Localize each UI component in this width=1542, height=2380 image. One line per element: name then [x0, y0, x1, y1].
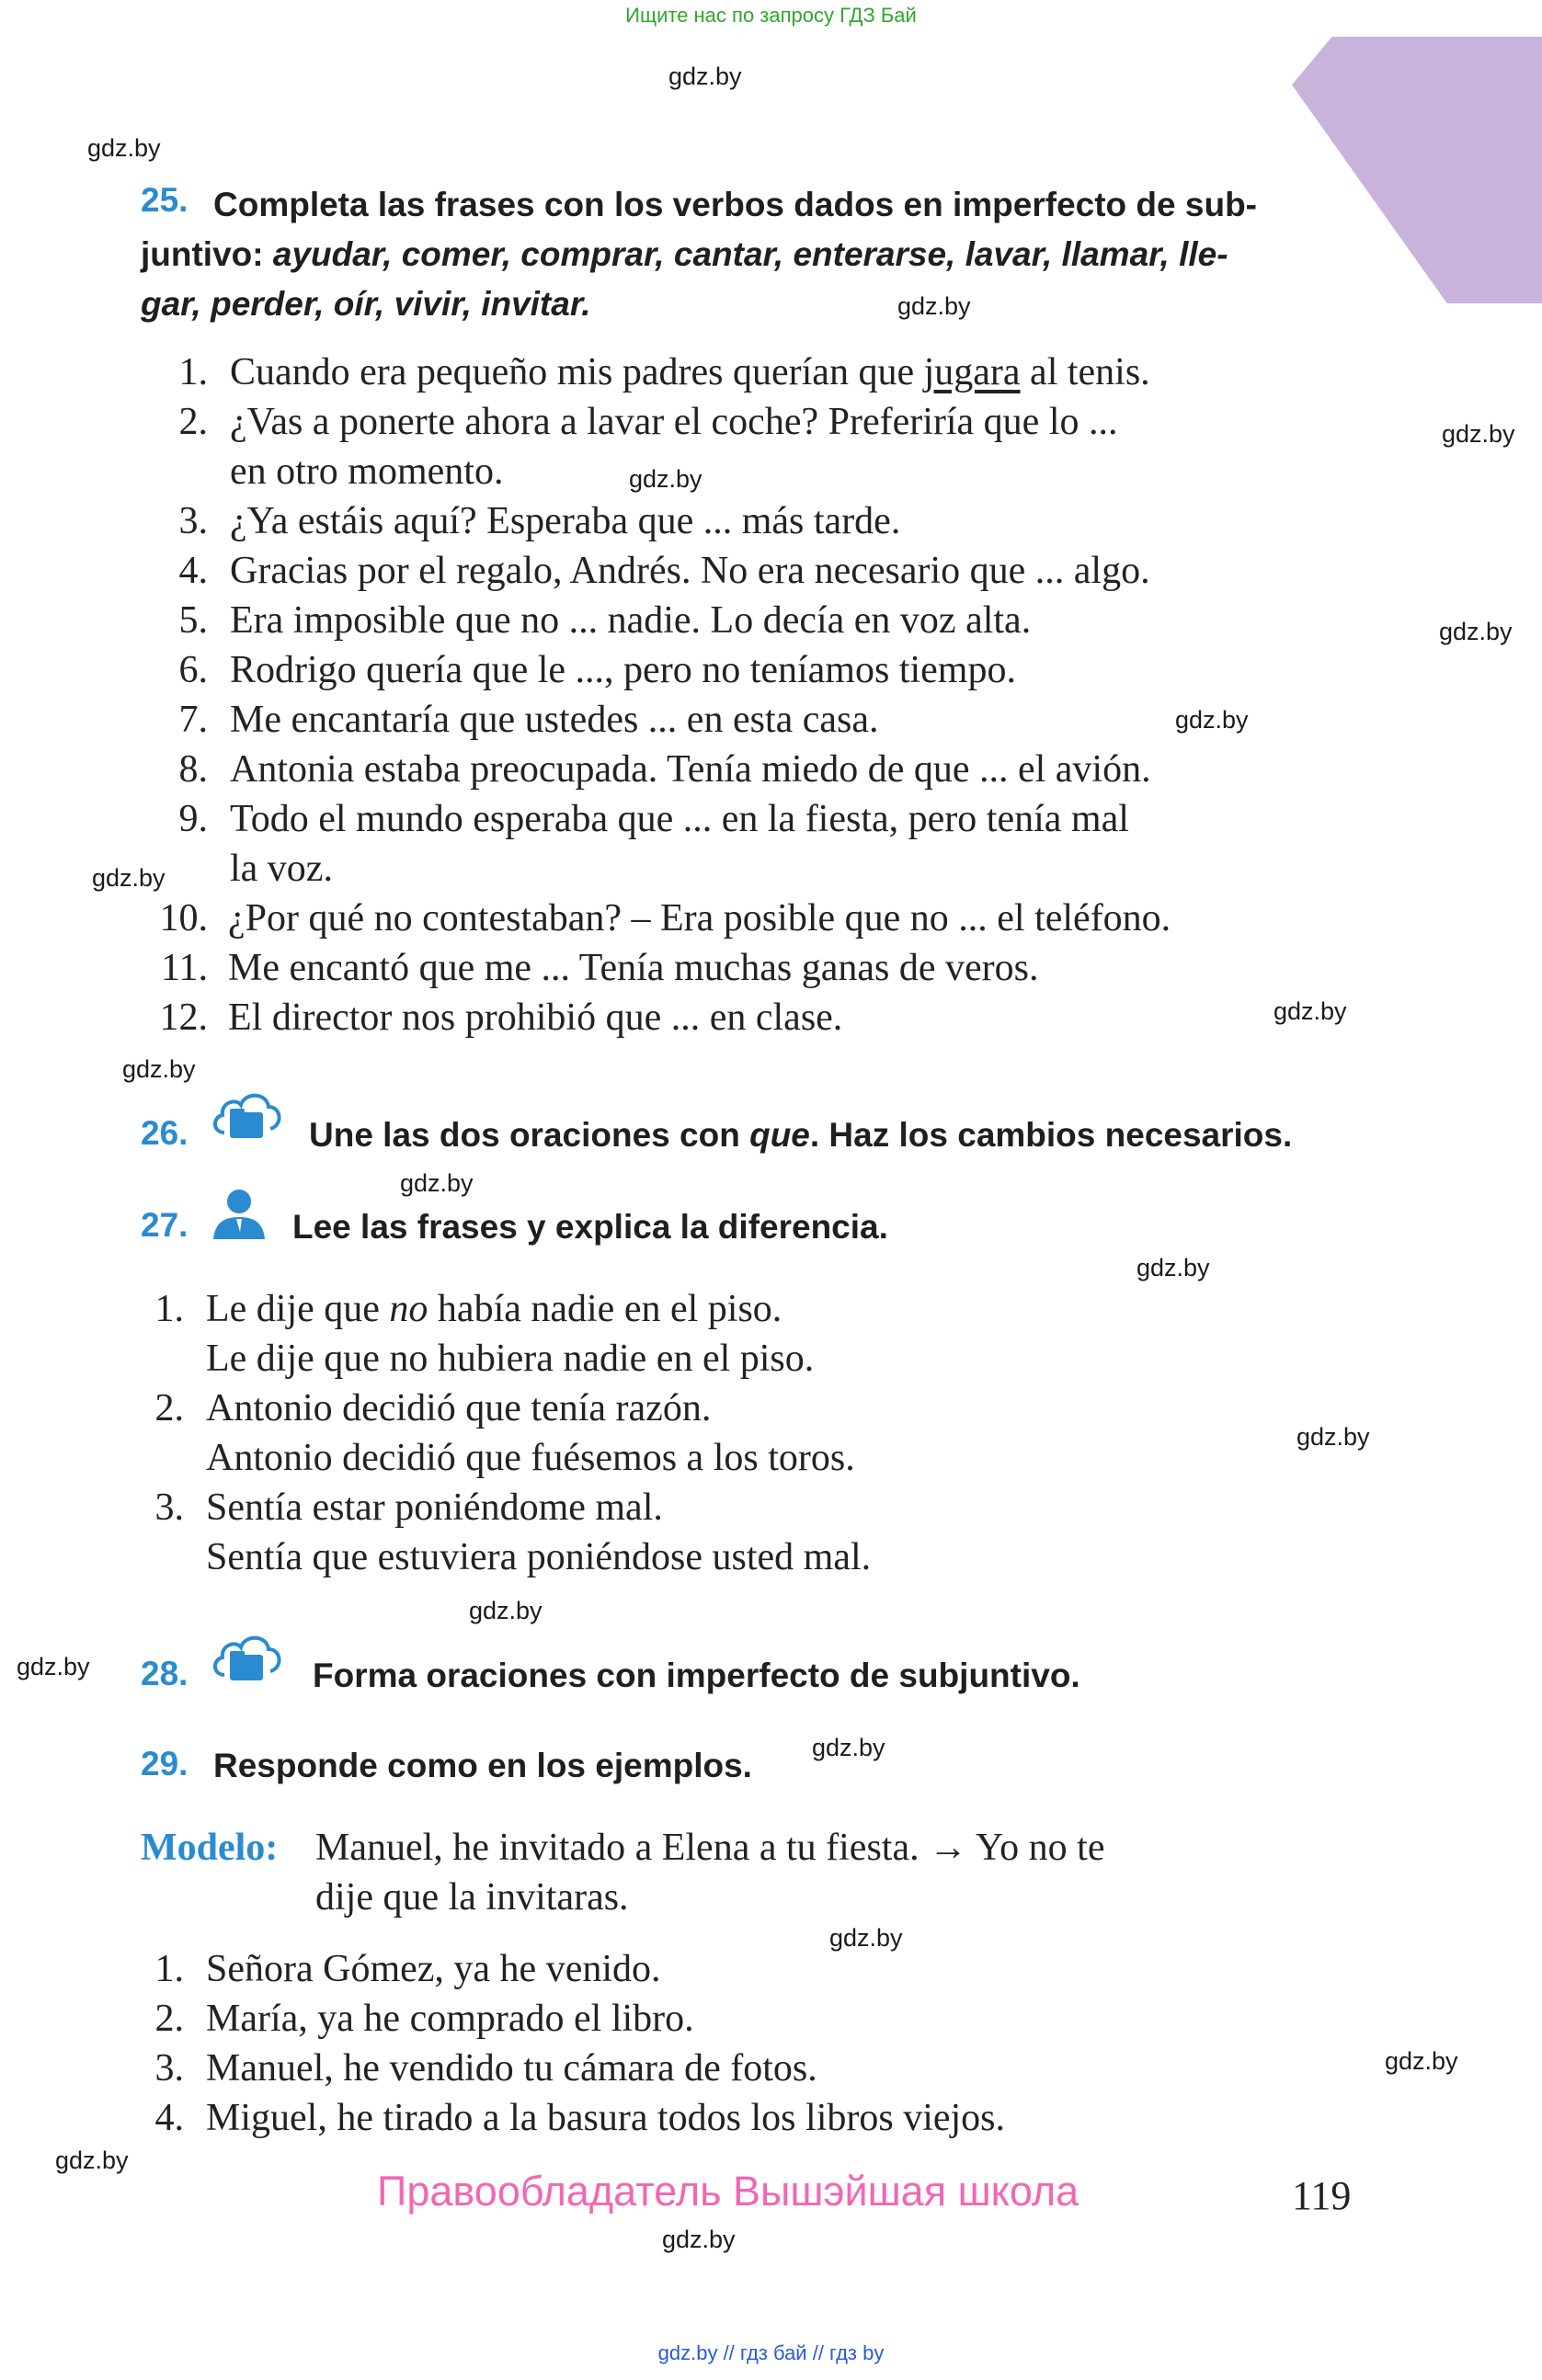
exercise-heading: Forma oraciones con imperfecto de subjuntivo. — [313, 1657, 1080, 1694]
item-text: Me encantaría que ustedes ... en esta casa. — [230, 699, 879, 741]
item-text: Sentía estar poniéndome mal. — [206, 1486, 663, 1529]
exercise-heading: Lee las frases y explica la diferencia. — [292, 1208, 888, 1246]
item-text: Rodrigo quería que le ..., pero no teníamos tiempo. — [230, 649, 1016, 691]
watermark: gdz.by — [629, 465, 702, 493]
item-text: Señora Gómez, ya he venido. — [206, 1948, 661, 1990]
watermark: gdz.by — [1442, 420, 1515, 448]
item-text: Todo el mundo esperaba que ... en la fiesta, pero tenía mal — [230, 798, 1129, 840]
item-text: Le dije que no había nadie en el piso. — [206, 1288, 782, 1330]
exercise-number: 27. — [141, 1206, 188, 1244]
watermark: gdz.by — [400, 1169, 474, 1197]
item-text: Le dije que no hubiera nadie en el piso. — [206, 1338, 815, 1380]
item-number: 1. — [178, 351, 208, 393]
page-number: 119 — [1292, 2173, 1352, 2218]
item-text: Miguel, he tirado a la basura todos los libros viejos. — [206, 2097, 1006, 2139]
copyright-notice: Правообладатель Вышэйшая школа — [377, 2168, 1079, 2215]
item-number: 12. — [159, 996, 208, 1039]
item-text: la voz. — [230, 848, 333, 890]
item-text: Cuando era pequeño mis padres querían que jugara al tenis. — [230, 351, 1150, 393]
item-number: 11. — [161, 947, 208, 989]
item-number: 1. — [154, 1288, 184, 1330]
bottom-links[interactable]: gdz.by // гдз бай // гдз by — [657, 2341, 885, 2364]
item-number: 3. — [178, 500, 208, 542]
item-number: 7. — [178, 699, 208, 741]
top-banner[interactable]: Ищите нас по запросу ГДЗ Бай — [625, 4, 917, 27]
item-number: 3. — [154, 2047, 184, 2090]
item-number: 2. — [154, 1387, 184, 1429]
item-number: 10. — [159, 897, 208, 939]
item-number: 5. — [178, 599, 208, 642]
watermark: gdz.by — [1137, 1254, 1210, 1281]
item-text: Gracias por el regalo, Andrés. No era necesario que ... algo. — [230, 550, 1150, 592]
watermark: gdz.by — [1385, 2047, 1458, 2075]
item-text: Antonia estaba preocupada. Tenía miedo de que ... el avión. — [230, 748, 1151, 791]
emphasis: no — [389, 1288, 428, 1330]
item-text: Sentía que estuviera poniéndose usted mal. — [206, 1536, 872, 1578]
watermark: gdz.by — [1274, 997, 1347, 1025]
exercise-number: 29. — [141, 1745, 188, 1782]
watermark: gdz.by — [668, 63, 742, 90]
watermark: gdz.by — [812, 1734, 885, 1761]
item-number: 6. — [178, 649, 208, 691]
item-text: Me encantó que me ... Tenía muchas ganas de veros. — [228, 947, 1039, 989]
exercise-heading: Completa las frases con los verbos dados en imperfecto de sub- — [213, 186, 1257, 223]
corner-decoration — [1292, 37, 1542, 303]
exercise-number: 28. — [141, 1655, 188, 1692]
item-number: 4. — [178, 550, 208, 592]
modelo-text: Manuel, he invitado a Elena a tu fiesta. → Yo no te — [315, 1827, 1105, 1869]
watermark: gdz.by — [662, 2226, 736, 2253]
item-number: 2. — [178, 401, 208, 443]
exercise-heading: juntivo: ayudar, comer, comprar, cantar, enterarse, lavar, llamar, lle- — [141, 235, 1228, 273]
item-number: 4. — [154, 2097, 184, 2139]
item-number: 9. — [178, 798, 208, 840]
item-text: Antonio decidió que tenía razón. — [206, 1387, 712, 1429]
item-number: 3. — [154, 1486, 184, 1529]
item-number: 8. — [178, 748, 208, 791]
watermark: gdz.by — [829, 1924, 903, 1952]
watermark: gdz.by — [897, 292, 971, 320]
watermark: gdz.by — [1296, 1423, 1370, 1451]
item-text: ¿Vas a ponerte ahora a lavar el coche? Preferiría que lo ... — [230, 401, 1118, 443]
watermark: gdz.by — [469, 1597, 543, 1624]
exercise-number: 25. — [141, 181, 188, 219]
watermark: gdz.by — [1439, 618, 1513, 645]
modelo-text: dije que la invitaras. — [315, 1876, 629, 1919]
item-text: Manuel, he vendido tu cámara de fotos. — [206, 2047, 817, 2090]
item-text: El director nos prohibió que ... en clase. — [228, 996, 843, 1039]
watermark: gdz.by — [1175, 706, 1249, 734]
exercise-number: 26. — [141, 1114, 188, 1152]
item-text: Antonio decidió que fuésemos a los toros. — [206, 1437, 855, 1479]
watermark: gdz.by — [87, 134, 161, 162]
exercise-heading: gar, perder, oír, vivir, invitar. — [141, 285, 591, 323]
watermark: gdz.by — [92, 864, 166, 892]
watermark: gdz.by — [55, 2147, 129, 2174]
modelo-label: Modelo: — [141, 1827, 279, 1869]
cloud-folder-icon — [210, 1085, 285, 1150]
item-number: 1. — [154, 1948, 184, 1990]
item-number: 2. — [154, 1998, 184, 2040]
answer-example: jugara — [923, 351, 1021, 393]
exercise-heading: Une las dos oraciones con que. Haz los cambios necesarios. — [309, 1116, 1293, 1154]
watermark: gdz.by — [122, 1055, 196, 1083]
item-text: ¿Ya estáis aquí? Esperaba que ... más tarde. — [230, 500, 901, 542]
cloud-folder-icon — [210, 1627, 285, 1692]
person-icon — [210, 1186, 268, 1246]
item-text: María, ya he comprado el libro. — [206, 1998, 694, 2040]
item-text: Era imposible que no ... nadie. Lo decía en voz alta. — [230, 599, 1032, 642]
item-text: ¿Por qué no contestaban? – Era posible que no ... el teléfono. — [228, 897, 1171, 939]
item-text: en otro momento. — [230, 450, 504, 493]
exercise-heading: Responde como en los ejemplos. — [213, 1747, 752, 1784]
watermark: gdz.by — [17, 1653, 90, 1680]
